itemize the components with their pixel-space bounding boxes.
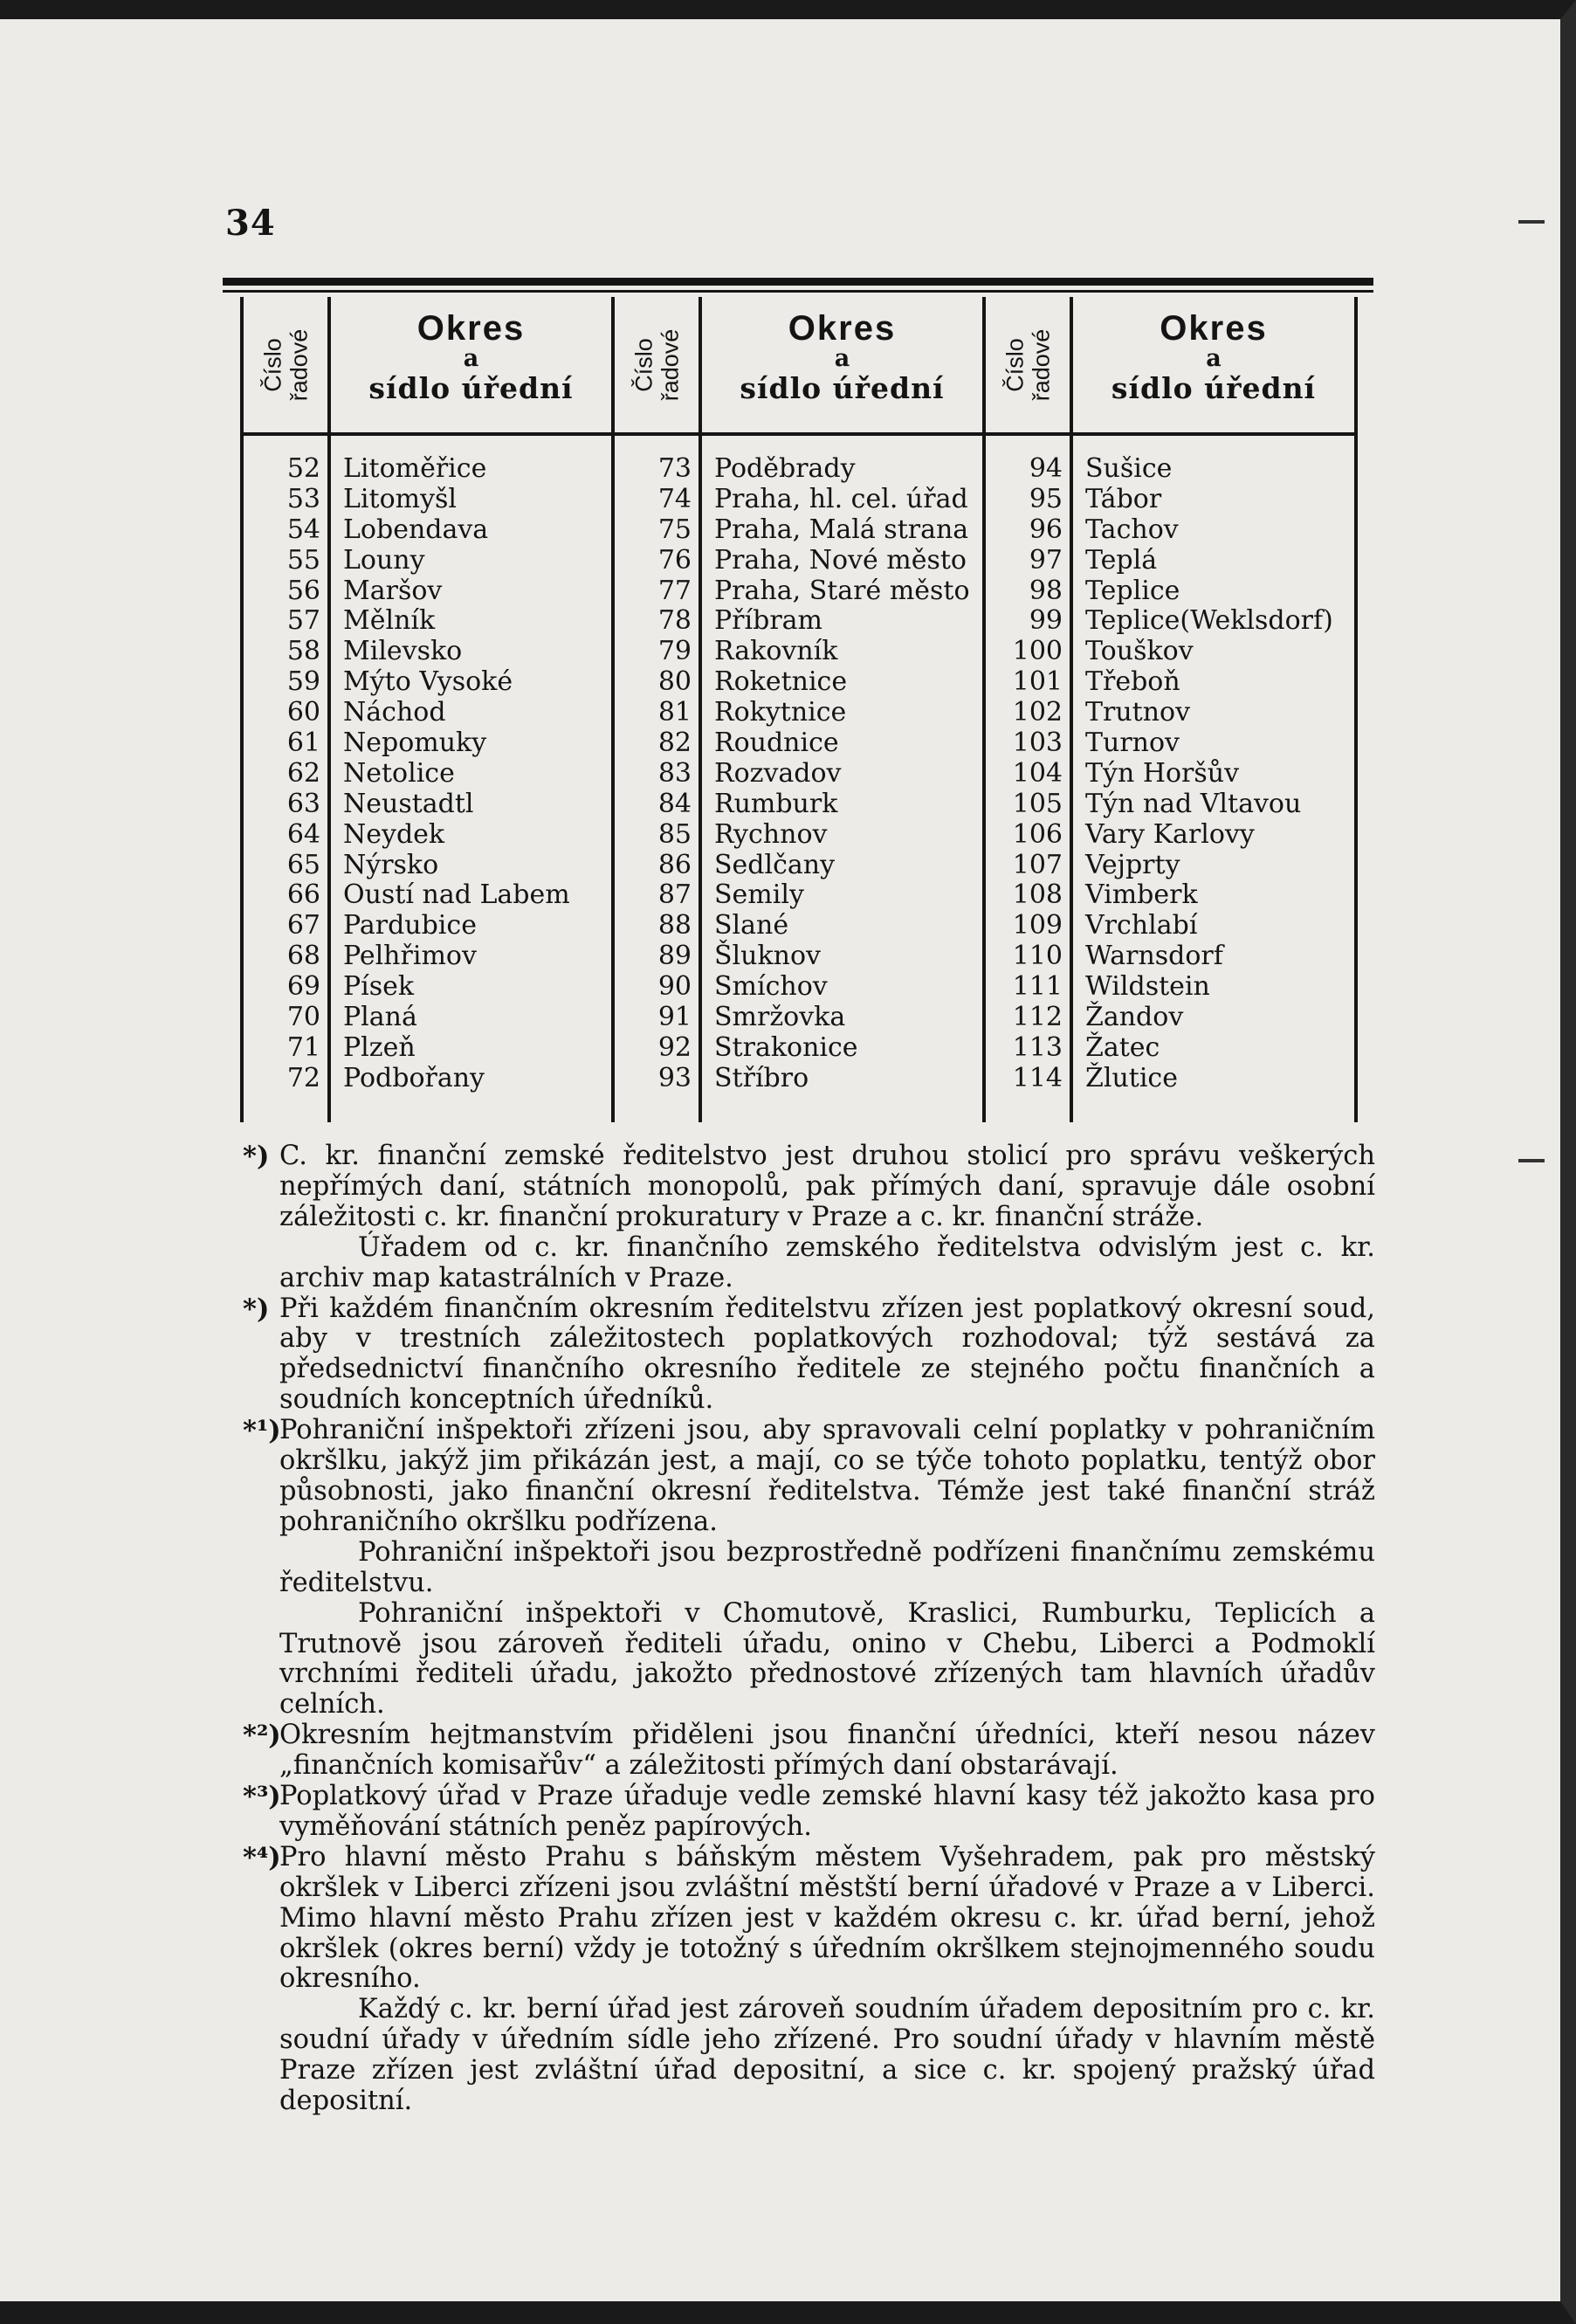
district-column xyxy=(1073,297,1354,1122)
top-rule-thin xyxy=(223,290,1373,293)
district-name: Teplá xyxy=(1085,544,1158,576)
row-number: 74 xyxy=(657,483,692,514)
row-number: 100 xyxy=(1012,636,1063,667)
district-name: Plzeň xyxy=(343,1031,416,1063)
row-number: 81 xyxy=(657,697,692,728)
row-number: 57 xyxy=(286,605,320,637)
footnote xyxy=(243,1841,1375,2117)
district-name: Šluknov xyxy=(714,941,821,972)
footnote xyxy=(243,1141,1375,1294)
footnote-paragraph: Pohraniční inšpektoři jsou bezprostředně podřízeni finančnímu zemskému ředitelstvu. xyxy=(279,1536,1375,1598)
row-number: 77 xyxy=(657,575,692,606)
row-number: 107 xyxy=(1012,849,1063,880)
district-name: Slané xyxy=(714,910,789,941)
district-name: Rakovník xyxy=(714,636,838,667)
district-name: Semily xyxy=(714,879,804,911)
district-name: Planá xyxy=(343,1002,417,1033)
row-number: 103 xyxy=(1012,728,1063,759)
number-column-header: Číslo řadové xyxy=(630,328,683,401)
district-name: Turnov xyxy=(1085,728,1180,759)
footnote xyxy=(243,1415,1375,1721)
district-name: Vejprty xyxy=(1085,849,1180,880)
row-number: 75 xyxy=(657,514,692,545)
row-number: 108 xyxy=(1012,879,1063,911)
district-name: Žlutice xyxy=(1085,1062,1178,1093)
district-name: Teplice xyxy=(1085,575,1180,606)
row-number: 73 xyxy=(657,453,692,484)
district-name: Sedlčany xyxy=(714,849,836,880)
district-name: Netolice xyxy=(343,757,455,789)
number-column-header: Číslo řadové xyxy=(259,328,312,401)
footnote-paragraph: Pohraniční inšpektoři v Chomutově, Kraslici, Rumburku, Teplicích a Trutnově jsou zároveň řediteli úřadu, onino v Chebu, Liberci a Podmoklí vrchními řediteli úřadu, jakožto přednostové zřízených tam hlavních úřadův celních. xyxy=(279,1597,1375,1721)
district-name: Žandov xyxy=(1085,1002,1184,1033)
top-rule-thick xyxy=(223,278,1373,286)
district-name: Stříbro xyxy=(714,1062,809,1093)
district-name: Týn Horšův xyxy=(1085,757,1240,789)
row-number: 85 xyxy=(657,818,692,850)
page-number: 34 xyxy=(225,203,276,244)
row-number: 111 xyxy=(1012,971,1063,1003)
row-number: 102 xyxy=(1012,697,1063,728)
row-number: 54 xyxy=(286,514,320,545)
district-name: Poděbrady xyxy=(714,453,856,484)
row-number: 114 xyxy=(1012,1062,1063,1093)
row-number: 94 xyxy=(1029,453,1063,484)
district-name: Neustadtl xyxy=(343,788,474,819)
district-column xyxy=(702,297,982,1122)
district-name: Příbram xyxy=(714,605,822,637)
row-number: 64 xyxy=(286,818,320,850)
row-number: 56 xyxy=(286,575,320,606)
district-table xyxy=(240,297,1358,1122)
district-name: Litomyšl xyxy=(343,483,458,514)
district-name: Písek xyxy=(343,971,415,1003)
row-number: 72 xyxy=(286,1062,320,1093)
district-name: Smíchov xyxy=(714,971,828,1003)
row-number: 82 xyxy=(657,728,692,759)
footnotes xyxy=(243,1141,1375,2117)
row-number: 71 xyxy=(286,1031,320,1063)
district-name: Praha, Nové město xyxy=(714,544,967,576)
row-number: 104 xyxy=(1012,757,1063,789)
footnote-paragraph: Pro hlavní město Prahu s báňským městem Vyšehradem, pak pro městský okršlek v Liberci zřízeni jsou zvláštní městští berní úřadové v Praze a v Liberci. Mimo hlavní město Prahu zřízen jest v každém okresu c. kr. úřad berní, jehož okršlek (okres berní) vždy je totožný s úředním okršlkem stejnojmenného soudu okresního. xyxy=(279,1841,1375,1995)
row-number: 55 xyxy=(286,544,320,576)
footnote-paragraph: Při každém finančním okresním ředitelstvu zřízen jest poplatkový okresní soud, aby v trestních záležitostech poplatkových rozhodoval; týž sestává za předsednictví finančního okresního ředitele ze stejného počtu finančních a soudních konceptních úředníků. xyxy=(279,1293,1375,1416)
district-name: Strakonice xyxy=(714,1031,858,1063)
row-number: 62 xyxy=(286,757,320,789)
row-number: 112 xyxy=(1012,1002,1063,1033)
district-name: Maršov xyxy=(343,575,443,606)
row-number: 92 xyxy=(657,1031,692,1063)
row-number: 97 xyxy=(1029,544,1063,576)
district-name: Trutnov xyxy=(1085,697,1191,728)
row-number: 80 xyxy=(657,666,692,698)
row-number: 53 xyxy=(286,483,320,514)
district-column-header: Okres a sídlo úřední xyxy=(368,309,574,405)
binding-mark xyxy=(1518,220,1545,224)
district-name: Praha, hl. cel. úřad xyxy=(714,483,968,514)
number-column xyxy=(615,297,699,1122)
row-number: 84 xyxy=(657,788,692,819)
district-name: Nýrsko xyxy=(343,849,439,880)
footnote-paragraph: Úřadem od c. kr. finančního zemského ředitelstva odvislým jest c. kr. archiv map katastrálních v Praze. xyxy=(279,1231,1375,1293)
row-number: 98 xyxy=(1029,575,1063,606)
row-number: 95 xyxy=(1029,483,1063,514)
row-number: 60 xyxy=(286,697,320,728)
row-number: 110 xyxy=(1012,941,1063,972)
row-number: 68 xyxy=(286,941,320,972)
row-number: 91 xyxy=(657,1002,692,1033)
footnote-paragraph: Poplatkový úřad v Praze úřaduje vedle zemské hlavní kasy též jakožto kasa pro vyměňování státních peněz papírových. xyxy=(279,1781,1375,1842)
district-name: Sušice xyxy=(1085,453,1173,484)
row-number: 101 xyxy=(1012,666,1063,698)
row-number: 78 xyxy=(657,605,692,637)
footnote-paragraph: C. kr. finanční zemské ředitelstvo jest druhou stolicí pro správu veškerých nepřímých daní, státních monopolů, pak přímých daní, spravuje dále osobní záležitosti c. kr. finanční prokuratury v Praze a c. kr. finanční stráže. xyxy=(279,1141,1375,1232)
district-name: Rozvadov xyxy=(714,757,842,789)
district-name: Warnsdorf xyxy=(1085,941,1223,972)
district-name: Mělník xyxy=(343,605,436,637)
district-column-header: Okres a sídlo úřední xyxy=(740,309,945,405)
row-number: 69 xyxy=(286,971,320,1003)
district-name: Praha, Staré město xyxy=(714,575,970,606)
footnote xyxy=(243,1293,1375,1417)
district-name: Neydek xyxy=(343,818,445,850)
district-name: Tábor xyxy=(1085,483,1162,514)
row-number: 96 xyxy=(1029,514,1063,545)
footnote-paragraph: Okresním hejtmanstvím přiděleni jsou finanční úředníci, kteří nesou název „finančních komisařův“ a záležitosti přímých daní obstarávají. xyxy=(279,1720,1375,1782)
footnote-marker: *³) xyxy=(243,1781,281,1813)
district-name: Vrchlabí xyxy=(1085,910,1198,941)
district-name: Nepomuky xyxy=(343,728,487,759)
number-column xyxy=(986,297,1070,1122)
district-name: Týn nad Vltavou xyxy=(1085,788,1302,819)
district-column-header: Okres a sídlo úřední xyxy=(1111,309,1317,405)
row-number: 67 xyxy=(286,910,320,941)
row-number: 76 xyxy=(657,544,692,576)
district-name: Náchod xyxy=(343,697,446,728)
row-number: 87 xyxy=(657,879,692,911)
row-number: 65 xyxy=(286,849,320,880)
binding-mark xyxy=(1518,1159,1545,1162)
district-name: Lobendava xyxy=(343,514,489,545)
district-name: Rokytnice xyxy=(714,697,847,728)
row-number: 61 xyxy=(286,728,320,759)
number-column xyxy=(244,297,327,1122)
footnote-marker: *⁴) xyxy=(243,1841,281,1873)
district-name: Louny xyxy=(343,544,425,576)
row-number: 63 xyxy=(286,788,320,819)
district-column xyxy=(331,297,611,1122)
row-number: 52 xyxy=(286,453,320,484)
district-name: Pardubice xyxy=(343,910,477,941)
row-number: 70 xyxy=(286,1002,320,1033)
district-name: Tachov xyxy=(1085,514,1179,545)
district-name: Milevsko xyxy=(343,636,463,667)
district-name: Žatec xyxy=(1085,1031,1160,1063)
footnote-marker: *²) xyxy=(243,1720,281,1752)
row-number: 99 xyxy=(1029,605,1063,637)
row-number: 59 xyxy=(286,666,320,698)
district-name: Roudnice xyxy=(714,728,839,759)
district-name: Vary Karlovy xyxy=(1085,818,1255,850)
row-number: 93 xyxy=(657,1062,692,1093)
district-name: Pelhřimov xyxy=(343,941,477,972)
district-name: Podbořany xyxy=(343,1062,485,1093)
row-number: 113 xyxy=(1012,1031,1063,1063)
footnote xyxy=(243,1781,1375,1843)
row-number: 83 xyxy=(657,757,692,789)
footnote xyxy=(243,1720,1375,1782)
district-name: Touškov xyxy=(1085,636,1194,667)
district-name: Wildstein xyxy=(1085,971,1210,1003)
row-number: 105 xyxy=(1012,788,1063,819)
row-number: 66 xyxy=(286,879,320,911)
footnote-marker: *) xyxy=(243,1141,270,1172)
row-number: 89 xyxy=(657,941,692,972)
footnote-paragraph: Každý c. kr. berní úřad jest zároveň soudním úřadem depositním pro c. kr. soudní úřady v úředním sídle jeho zřízené. Pro soudní úřady v hlavním městě Praze zřízen jest zvláštní úřad depositní, a sice c. kr. spojený pražský úřad depositní. xyxy=(279,1994,1375,2117)
row-number: 86 xyxy=(657,849,692,880)
row-number: 109 xyxy=(1012,910,1063,941)
district-name: Mýto Vysoké xyxy=(343,666,513,698)
row-number: 79 xyxy=(657,636,692,667)
district-name: Oustí nad Labem xyxy=(343,879,570,911)
district-name: Smržovka xyxy=(714,1002,846,1033)
district-name: Třeboň xyxy=(1085,666,1180,698)
district-name: Litoměřice xyxy=(343,453,487,484)
row-number: 88 xyxy=(657,910,692,941)
footnote-paragraph: Pohraniční inšpektoři zřízeni jsou, aby spravovali celní poplatky v pohraničním okršlku, jakýž jim přikázán jest, a mají, co se týče tohoto poplatku, tentýž obor působnosti, jako finanční okresní ředitelstva. Témže jest také finanční stráž pohraničního okršlku podřízena. xyxy=(279,1415,1375,1537)
district-name: Teplice(Weklsdorf) xyxy=(1085,605,1333,637)
district-name: Rumburk xyxy=(714,788,838,819)
district-name: Vimberk xyxy=(1085,879,1198,911)
district-name: Rychnov xyxy=(714,818,828,850)
district-name: Praha, Malá strana xyxy=(714,514,969,545)
table-right-rule xyxy=(1354,297,1358,1122)
row-number: 58 xyxy=(286,636,320,667)
district-name: Roketnice xyxy=(714,666,848,698)
row-number: 90 xyxy=(657,971,692,1003)
footnote-marker: *) xyxy=(243,1293,270,1325)
number-column-header: Číslo řadové xyxy=(1001,328,1054,401)
footnote-marker: *¹) xyxy=(243,1415,281,1447)
row-number: 106 xyxy=(1012,818,1063,850)
